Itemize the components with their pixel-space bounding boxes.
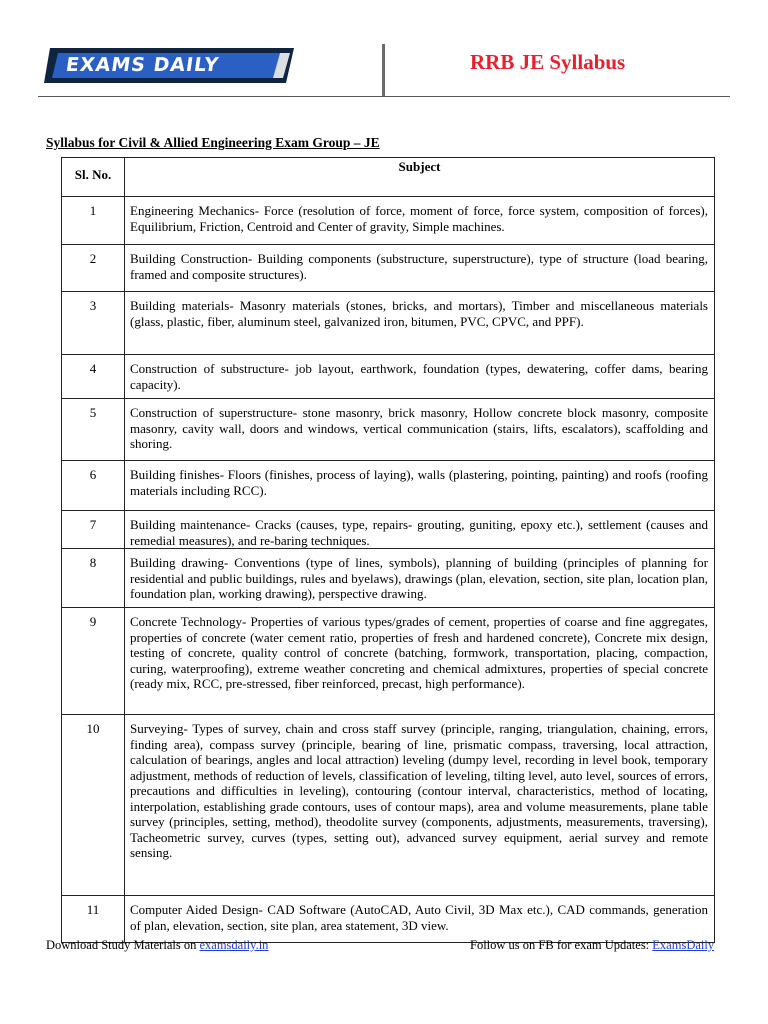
- row-subject: Computer Aided Design- CAD Software (AutoCAD, Auto Civil, 3D Max etc.), CAD commands, generation of plan, elevation, section, site plan, area statement, 3D view.: [125, 896, 715, 943]
- row-number: 1: [62, 197, 125, 245]
- table-row: [62, 245, 715, 292]
- logo-text: EXAMS DAILY: [64, 54, 221, 76]
- row-subject: Building finishes- Floors (finishes, process of laying), walls (plastering, pointing, painting) and roofs (roofing materials including RCC).: [125, 461, 715, 511]
- row-subject: Surveying- Types of survey, chain and cross staff survey (principle, ranging, triangulation, chaining, errors, finding area), compass survey (principle, bearing of line, prismatic compass, traversing, local attraction, calculation of bearings, angles and local attraction) leveling (dumpy level, recording in level book, temporary adjustment, methods of reduction of levels, classification of leveling, tilting level, auto level, sources of errors, precautions and difficulties in leveling), contouring (contour interval, characteristics, method of locating, interpolation, establishing grade contours, uses of contour maps), area and volume measurements, plane table survey (principles, setting, method), theodolite survey (components, adjustments, measurements, traversing), Tacheometric survey, curves (types, setting out), advanced survey equipment, aerial survey and remote sensing.: [125, 715, 715, 896]
- row-subject: Construction of substructure- job layout, earthwork, foundation (types, dewatering, coffer dams, bearing capacity).: [125, 355, 715, 399]
- column-header-subject: Subject: [125, 158, 715, 197]
- examsdaily-site-link[interactable]: examsdaily.in: [199, 938, 269, 952]
- examsdaily-fb-link[interactable]: ExamsDaily: [652, 938, 715, 952]
- row-number: 3: [62, 292, 125, 355]
- header-rule: [38, 96, 730, 97]
- table-row: [62, 608, 715, 715]
- column-header-sl-no: Sl. No.: [62, 158, 125, 197]
- row-number: 5: [62, 399, 125, 461]
- footer-download-text: Download Study Materials on: [46, 938, 200, 952]
- table-row: [62, 355, 715, 399]
- row-number: 11: [62, 896, 125, 943]
- table-row: [62, 292, 715, 355]
- table-row: [62, 197, 715, 245]
- footer-follow-text: Follow us on FB for exam Updates:: [470, 938, 653, 952]
- document-title: RRB JE Syllabus: [470, 50, 626, 74]
- page-header: [0, 0, 768, 100]
- header-divider: [382, 44, 385, 96]
- footer-download-note: [46, 938, 268, 953]
- table-row: [62, 399, 715, 461]
- table-row: [62, 461, 715, 511]
- row-number: 10: [62, 715, 125, 896]
- table-row: [62, 549, 715, 608]
- syllabus-subtitle: Syllabus for Civil & Allied Engineering Exam Group – JE: [46, 135, 380, 150]
- row-subject: Building Construction- Building components (substructure, superstructure), type of structure (load bearing, framed and composite structures).: [125, 245, 715, 292]
- syllabus-table: [61, 157, 715, 943]
- table-header-row: [62, 158, 715, 197]
- row-number: 2: [62, 245, 125, 292]
- table-row: [62, 511, 715, 549]
- row-subject: Construction of superstructure- stone masonry, brick masonry, Hollow concrete block masonry, composite masonry, cavity wall, doors and windows, vertical communication (stairs, lifts, escalators), scaffolding and shoring.: [125, 399, 715, 461]
- row-subject: Engineering Mechanics- Force (resolution of force, moment of force, force system, composition of forces), Equilibrium, Friction, Centroid and Center of gravity, Simple machines.: [125, 197, 715, 245]
- table-row: [62, 896, 715, 943]
- row-number: 8: [62, 549, 125, 608]
- row-subject: Building maintenance- Cracks (causes, type, repairs- grouting, guniting, epoxy etc.), settlement (causes and remedial measures), and re-baring techniques.: [125, 511, 715, 549]
- row-subject: Building materials- Masonry materials (stones, bricks, and mortars), Timber and miscellaneous materials (glass, plastic, fiber, aluminum steel, galvanized iron, bitumen, PVC, CPVC, and PPF).: [125, 292, 715, 355]
- row-number: 6: [62, 461, 125, 511]
- footer-follow-note: [470, 938, 714, 953]
- row-subject: Concrete Technology- Properties of various types/grades of cement, properties of coarse and fine aggregates, properties of concrete (water cement ratio, properties of fresh and hardened concrete), Concrete mix design, testing of concrete, quality control of concrete (batching, formwork, transportation, placing, compaction, curing, waterproofing), extreme weather concreting and chemical admixtures, properties of special concrete (ready mix, RCC, pre-stressed, fiber reinforced, precast, high performance).: [125, 608, 715, 715]
- row-number: 9: [62, 608, 125, 715]
- row-subject: Building drawing- Conventions (type of lines, symbols), planning of building (principles of planning for residential and public buildings, rules and byelaws), drawings (plan, elevation, section, site plan, location plan, foundation plan, working drawing), perspective drawing.: [125, 549, 715, 608]
- table-row: [62, 715, 715, 896]
- exams-daily-logo: [44, 45, 294, 85]
- row-number: 7: [62, 511, 125, 549]
- row-number: 4: [62, 355, 125, 399]
